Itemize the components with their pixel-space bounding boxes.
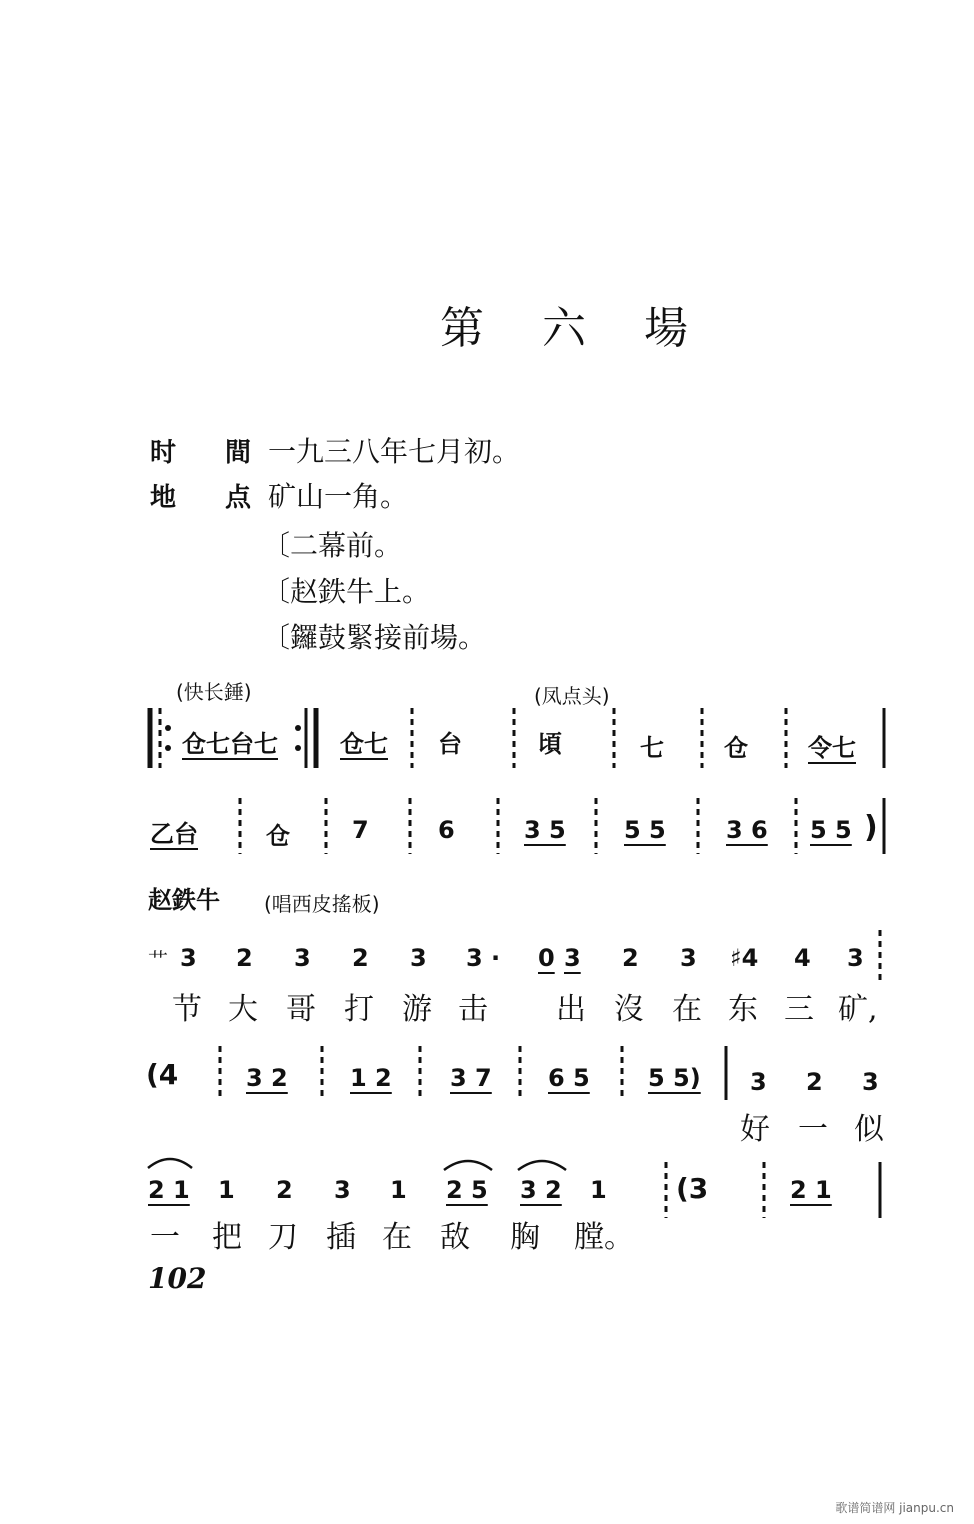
note: 2 (236, 944, 253, 972)
note: (4 (146, 1058, 179, 1091)
lyric: 好 (740, 1112, 770, 1147)
note: 3 (750, 1068, 767, 1096)
lyric: 沒 (614, 992, 644, 1027)
lyric: 把 (212, 1220, 242, 1255)
note: 3 (680, 944, 697, 972)
note: 1 (590, 1176, 607, 1204)
note: 7 (352, 816, 369, 844)
scene-title: 第 六 場 (440, 303, 710, 354)
lyric: 在 (382, 1220, 412, 1255)
note: (3 (676, 1172, 709, 1205)
note: 3 (180, 944, 197, 972)
lyric: 胸 (510, 1220, 540, 1255)
lyric: 游 (402, 992, 432, 1027)
lyric: 在 (672, 992, 702, 1027)
note: 2 (352, 944, 369, 972)
lyric: 三 (784, 992, 814, 1027)
percussion-label: (凤点头) (534, 684, 610, 708)
note: 6 (438, 816, 455, 844)
note: 2 (622, 944, 639, 972)
page-number: 102 (148, 1262, 207, 1295)
lyric: 哥 (286, 992, 316, 1027)
stage-direction: 〔鑼鼓緊接前場。 (262, 621, 487, 654)
stage-direction: 〔赵鉄牛上。 (262, 575, 431, 608)
note-group: 3 2 (246, 1064, 288, 1092)
note-group: 2 5 (446, 1176, 488, 1204)
note: 1 (218, 1176, 235, 1204)
lyric: 大 (228, 992, 258, 1027)
percussion-syllable: 七 (640, 734, 664, 762)
note-group: 2 1 (148, 1176, 190, 1204)
percussion-syllable: 頃 (538, 730, 562, 758)
percussion-syllable: 仓七 (340, 730, 388, 758)
lyric: 一 (150, 1220, 180, 1255)
note-group: 5 5) (648, 1064, 701, 1092)
note: 3 (862, 1068, 879, 1096)
note-group: 3 7 (450, 1064, 492, 1092)
lyric: 膛。 (574, 1220, 634, 1255)
percussion-syllable: 台 (438, 730, 462, 758)
note-group: 3 6 (726, 816, 768, 844)
lyric: 击 (458, 992, 488, 1027)
lyric: 打 (344, 992, 374, 1027)
place-label: 地 点 (150, 483, 272, 513)
note-group: 5 5 (624, 816, 666, 844)
note: 2 (806, 1068, 823, 1096)
percussion-syllable: 仓 (266, 822, 290, 850)
paren-close: ) (864, 810, 878, 845)
note: 3 (410, 944, 427, 972)
note-group: 5 5 (810, 816, 852, 844)
note: 1 (390, 1176, 407, 1204)
note-group: 3 5 (524, 816, 566, 844)
lyric: 矿, (838, 992, 878, 1027)
free-meter-mark: 艹 (148, 948, 168, 972)
percussion-syllable: 仓 (724, 734, 748, 762)
percussion-syllable: 仓七台七 (182, 730, 278, 758)
lyric: 似 (854, 1112, 884, 1147)
note: 3 (334, 1176, 351, 1204)
singing-style: (唱西皮搖板) (264, 892, 380, 916)
lyric: 出 (556, 992, 586, 1027)
percussion-syllable: 乙台 (150, 820, 198, 848)
note: 3 · (466, 944, 501, 972)
note-group: 1 2 (350, 1064, 392, 1092)
note: 2 (276, 1176, 293, 1204)
note-group: 4 3 (794, 944, 878, 972)
note-group: 2 1 (790, 1176, 832, 1204)
lyric: 一 (798, 1112, 828, 1147)
watermark: 歌谱简谱网 jianpu.cn (835, 1501, 954, 1515)
note-group: 3 2 (520, 1176, 562, 1204)
stage-direction: 〔二幕前。 (262, 529, 403, 562)
note: ♯4 (730, 944, 759, 972)
lyric: 刀 (268, 1220, 298, 1255)
percussion-syllable: 令七 (808, 734, 856, 762)
note: 3 (564, 944, 581, 972)
lyric: 节 (172, 992, 202, 1027)
lyric: 东 (728, 992, 758, 1027)
lyric: 插 (326, 1220, 356, 1255)
place-value: 矿山一角。 (268, 480, 409, 513)
note: 3 (294, 944, 311, 972)
time-value: 一九三八年七月初。 (268, 435, 521, 468)
percussion-label: (快长錘) (176, 680, 252, 704)
note: 0 (538, 944, 555, 972)
note-group: 6 5 (548, 1064, 590, 1092)
time-label: 时 間 (150, 438, 272, 468)
lyric: 敌 (440, 1220, 470, 1255)
singer-name: 赵鉄牛 (148, 886, 220, 914)
